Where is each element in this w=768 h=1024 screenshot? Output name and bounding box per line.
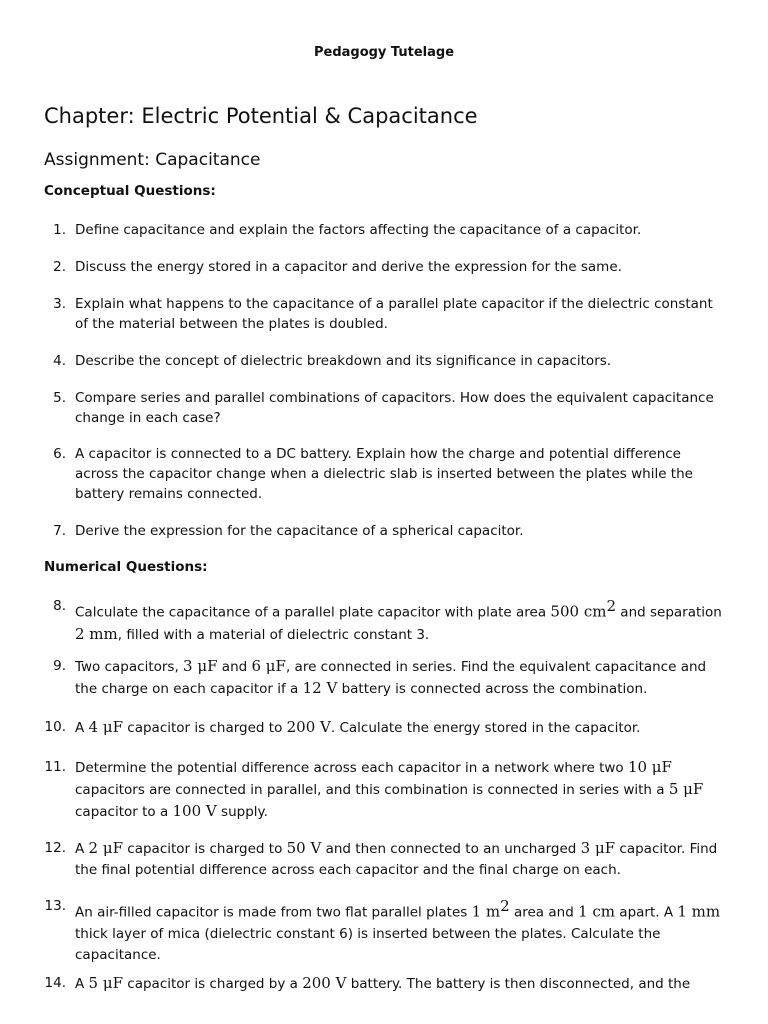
question-text: A capacitor is connected to a DC battery. Explain how the charge and potential difference bbox=[75, 446, 681, 462]
question-number: 5. bbox=[53, 390, 66, 406]
question-number: 7. bbox=[53, 523, 66, 539]
document-header: Pedagogy Tutelage bbox=[313, 45, 455, 60]
question-text: 2 mm, filled with a material of dielectric constant 3. bbox=[75, 624, 430, 643]
question-text: Compare series and parallel combinations of capacitors. How does the equivalent capacitance bbox=[75, 390, 714, 406]
question-text: battery remains connected. bbox=[75, 486, 263, 502]
conceptual-questions-heading: Conceptual Questions: bbox=[44, 183, 216, 199]
question-number: 14. bbox=[44, 975, 66, 991]
question-text: A 2 μF capacitor is charged to 50 V and then connected to an uncharged 3 μF capacitor. Find bbox=[75, 839, 718, 857]
question-number: 10. bbox=[44, 719, 66, 735]
question-text: Determine the potential difference across each capacitor in a network where two 10 μF bbox=[75, 758, 672, 776]
question-number: 8. bbox=[53, 598, 66, 614]
question-text: Discuss the energy stored in a capacitor and derive the expression for the same. bbox=[75, 259, 622, 275]
question-text: Calculate the capacitance of a parallel plate capacitor with plate area 500 $cm^2$ and separation bbox=[75, 597, 722, 621]
question-text: capacitors are connected in parallel, and this combination is connected in series with a 5 μF bbox=[75, 780, 704, 798]
question-number: 4. bbox=[53, 353, 66, 369]
question-text: across the capacitor change when a dielectric slab is inserted between the plates while the bbox=[75, 466, 693, 482]
question-number: 1. bbox=[53, 222, 66, 238]
assignment-title: Assignment: Capacitance bbox=[44, 150, 261, 170]
question-text: An air-filled capacitor is made from two flat parallel plates 1 $m^2$ area and 1 cm apart. A 1 mm bbox=[75, 897, 721, 921]
question-text: Derive the expression for the capacitance of a spherical capacitor. bbox=[75, 523, 524, 539]
question-number: 11. bbox=[44, 759, 66, 775]
question-text: capacitance. bbox=[75, 946, 161, 963]
question-text: A 5 μF capacitor is charged by a 200 V battery. The battery is then disconnected, and the bbox=[75, 974, 691, 992]
numerical-questions-heading: Numerical Questions: bbox=[44, 559, 208, 575]
question-text: change in each case? bbox=[75, 410, 221, 426]
question-text: capacitor to a 100 V supply. bbox=[75, 802, 268, 820]
question-text: Two capacitors, 3 μF and 6 μF, are connected in series. Find the equivalent capacitance and bbox=[75, 657, 707, 675]
question-text: the charge on each capacitor if a 12 V battery is connected across the combination. bbox=[75, 679, 648, 697]
question-text: Define capacitance and explain the factors affecting the capacitance of a capacitor. bbox=[75, 222, 642, 238]
question-text: of the material between the plates is doubled. bbox=[75, 316, 388, 332]
question-text: the final potential difference across each capacitor and the final charge on each. bbox=[75, 862, 621, 878]
question-text: thick layer of mica (dielectric constant 6) is inserted between the plates. Calculate the bbox=[75, 925, 661, 942]
question-number: 6. bbox=[53, 446, 66, 462]
question-number: 13. bbox=[44, 898, 66, 914]
question-number: 12. bbox=[44, 840, 66, 856]
question-number: 2. bbox=[53, 259, 66, 275]
question-text: Explain what happens to the capacitance of a parallel plate capacitor if the dielectric constant bbox=[75, 296, 713, 312]
question-number: 9. bbox=[53, 658, 66, 674]
question-text: Describe the concept of dielectric breakdown and its significance in capacitors. bbox=[75, 353, 612, 369]
chapter-title: Chapter: Electric Potential & Capacitance bbox=[44, 104, 478, 128]
question-text: A 4 μF capacitor is charged to 200 V. Calculate the energy stored in the capacitor. bbox=[75, 718, 641, 736]
question-number: 3. bbox=[53, 296, 66, 312]
